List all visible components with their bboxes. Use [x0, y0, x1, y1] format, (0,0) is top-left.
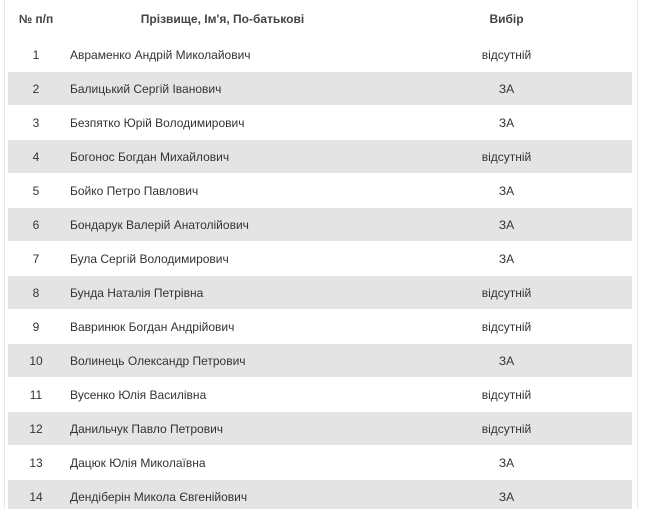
- table-header: [8, 0, 632, 38]
- row-vote: відсутній: [381, 378, 632, 412]
- header-number: № п/п: [8, 0, 64, 38]
- row-vote: ЗА: [381, 446, 632, 480]
- row-vote: відсутній: [381, 276, 632, 310]
- row-name: Вусенко Юлія Василівна: [64, 378, 381, 412]
- row-number: 13: [8, 446, 64, 480]
- row-vote: ЗА: [381, 480, 632, 509]
- row-vote: ЗА: [381, 208, 632, 242]
- row-vote: ЗА: [381, 72, 632, 106]
- row-vote: ЗА: [381, 344, 632, 378]
- row-name: Вавринюк Богдан Андрійович: [64, 310, 381, 344]
- row-vote: відсутній: [381, 310, 632, 344]
- table-row: [8, 412, 632, 446]
- row-vote: відсутній: [381, 38, 632, 72]
- table-row: [8, 242, 632, 276]
- table-row: [8, 38, 632, 72]
- table-row: [8, 72, 632, 106]
- row-number: 2: [8, 72, 64, 106]
- row-name: Данильчук Павло Петрович: [64, 412, 381, 446]
- row-name: Бунда Наталія Петрівна: [64, 276, 381, 310]
- row-name: Авраменко Андрій Миколайович: [64, 38, 381, 72]
- row-vote: ЗА: [381, 106, 632, 140]
- row-vote: ЗА: [381, 174, 632, 208]
- row-name: Дацюк Юлія Миколаївна: [64, 446, 381, 480]
- row-name: Дендіберін Микола Євгенійович: [64, 480, 381, 509]
- row-number: 12: [8, 412, 64, 446]
- row-name: Бойко Петро Павлович: [64, 174, 381, 208]
- row-number: 7: [8, 242, 64, 276]
- table-row: [8, 446, 632, 480]
- row-number: 11: [8, 378, 64, 412]
- row-number: 9: [8, 310, 64, 344]
- row-name: Безпятко Юрій Володимирович: [64, 106, 381, 140]
- table-row: [8, 310, 632, 344]
- row-number: 5: [8, 174, 64, 208]
- table-row: [8, 276, 632, 310]
- table-row: [8, 174, 632, 208]
- row-vote: ЗА: [381, 242, 632, 276]
- row-name: Волинець Олександр Петрович: [64, 344, 381, 378]
- table-row: [8, 480, 632, 509]
- row-number: 8: [8, 276, 64, 310]
- header-vote: Вибір: [381, 0, 632, 38]
- right-border: [637, 0, 638, 509]
- row-name: Бондарук Валерій Анатолійович: [64, 208, 381, 242]
- row-vote: відсутній: [381, 412, 632, 446]
- row-number: 3: [8, 106, 64, 140]
- row-number: 6: [8, 208, 64, 242]
- table-row: [8, 106, 632, 140]
- row-number: 1: [8, 38, 64, 72]
- row-name: Балицький Сергій Іванович: [64, 72, 381, 106]
- table-row: [8, 344, 632, 378]
- table-row: [8, 378, 632, 412]
- row-name: Богонос Богдан Михайлович: [64, 140, 381, 174]
- header-row: [8, 0, 632, 38]
- row-number: 10: [8, 344, 64, 378]
- row-number: 14: [8, 480, 64, 509]
- table-row: [8, 140, 632, 174]
- row-vote: відсутній: [381, 140, 632, 174]
- row-name: Була Сергій Володимирович: [64, 242, 381, 276]
- table-body: [8, 38, 632, 509]
- table-row: [8, 208, 632, 242]
- header-name: Прізвище, Ім'я, По-батькові: [64, 0, 381, 38]
- voting-results-table: [8, 0, 632, 509]
- row-number: 4: [8, 140, 64, 174]
- left-border: [4, 0, 5, 509]
